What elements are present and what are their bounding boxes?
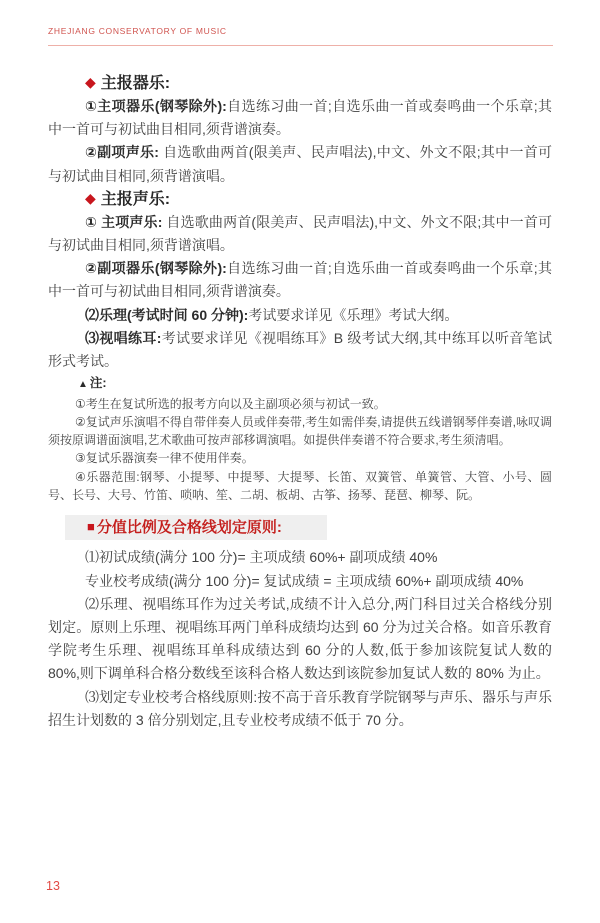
scoring-rule-1b: 专业校考成绩(满分 100 分)= 复试成绩 = 主项成绩 60%+ 副项成绩 40% — [85, 572, 524, 589]
square-icon: ■ — [87, 519, 95, 535]
item-label: ⑵乐理(考试时间 60 分钟): — [85, 306, 249, 323]
header-rule — [48, 45, 553, 46]
section-heading-label: 主报声乐: — [100, 190, 171, 208]
note-item-1: ①考生在复试所选的报考方向以及主副项必须与初试一致。 — [75, 396, 386, 411]
scoring-rule-3: ⑶划定专业校考合格线原则:按不高于音乐教育学院钢琴与声乐、器乐与声乐招生计划数的 3 倍分别划定,且专业校考成绩不低于 70 分。 — [48, 688, 552, 728]
scoring-rule-2: ⑵乐理、视唱练耳作为过关考试,成绩不计入总分,两门科目过关合格线分别划定。原则上乐理、视唱练耳两门单科成绩均达到 60 分为过关合格。如音乐教育学院考生乐理、视唱练耳单科成绩达到 60 分的人数,低于参加该院复试人数的 80%,则下调单科合格分数线至该科合格人数达到该院参加复试人数的 80% 为止。 — [48, 595, 552, 682]
item-text: 自选练习曲一首;自选乐曲一首或奏鸣曲一个乐章;其中一首可与初试曲目相同,须背谱演奏。 — [48, 260, 553, 300]
item-label: ① 主项声乐: — [85, 213, 163, 230]
item-label: ②副项器乐(钢琴除外): — [85, 260, 227, 277]
section-heading-instrumental — [48, 72, 552, 95]
item-text: 自选歌曲两首(限美声、民声唱法),中文、外文不限;其中一首可与初试曲目相同,须背谱演唱。 — [48, 144, 553, 184]
item-label: ⑶视唱练耳: — [85, 329, 162, 346]
conservatory-logo-text: ZHEJIANG CONSERVATORY OF MUSIC — [48, 26, 227, 36]
item-label: ①主项器乐(钢琴除外): — [85, 98, 227, 114]
exam-item-vocal-minor-instrumental — [48, 257, 552, 303]
item-label: ②副项声乐: — [85, 144, 159, 161]
item-text: 自选练习曲一首;自选乐曲一首或奏鸣曲一个乐章;其中一首可与初试曲目相同,须背谱演奏。 — [48, 98, 553, 138]
scoring-rule-1: ⑴初试成绩(满分 100 分)= 主项成绩 60%+ 副项成绩 40% — [85, 549, 438, 566]
diamond-icon: ◆ — [85, 189, 96, 206]
notes-heading — [48, 374, 552, 394]
notes-heading-label: 注: — [89, 376, 107, 391]
exam-item-ear-training — [48, 327, 552, 373]
section-heading-vocal — [48, 188, 552, 211]
triangle-icon: ▲ — [78, 379, 88, 391]
item-text: 考试要求详见《乐理》考试大纲。 — [248, 306, 459, 323]
item-text: 自选歌曲两首(限美声、民声唱法),中文、外文不限;其中一首可与初试曲目相同,须背谱演唱。 — [48, 213, 553, 254]
exam-item-instrumental-main — [48, 95, 552, 141]
note-item-4: ④乐器范围:钢琴、小提琴、中提琴、大提琴、长笛、双簧管、单簧管、大管、小号、圆号、长号、大号、竹笛、唢呐、笙、二胡、板胡、古筝、扬琴、琵琶、柳琴、阮。 — [48, 469, 552, 503]
exam-item-music-theory — [48, 304, 552, 327]
page-number: 13 — [46, 879, 60, 893]
scoring-section-title-bar — [65, 515, 327, 540]
scoring-section-title: 分值比例及合格线划定原则: — [96, 519, 282, 537]
exam-item-vocal-main — [48, 211, 552, 257]
diamond-icon: ◆ — [85, 74, 96, 90]
page-header — [48, 26, 553, 46]
exam-item-instrumental-minor-vocal — [48, 141, 552, 187]
section-heading-label: 主报器乐: — [100, 75, 171, 92]
item-text: 考试要求详见《视唱练耳》B 级考试大纲,其中练耳以听音笔试形式考试。 — [48, 329, 552, 370]
note-item-3: ③复试乐器演奏一律不使用伴奏。 — [75, 451, 254, 466]
page-content — [48, 62, 552, 732]
note-item-2: ②复试声乐演唱不得自带伴奏人员或伴奏带,考生如需伴奏,请提供五线谱钢琴伴奏谱,咏叹调须按原调谱面演唱,艺术歌曲可按声部移调演唱。如提供伴奏谱不符合要求,考生须清唱。 — [48, 414, 552, 448]
